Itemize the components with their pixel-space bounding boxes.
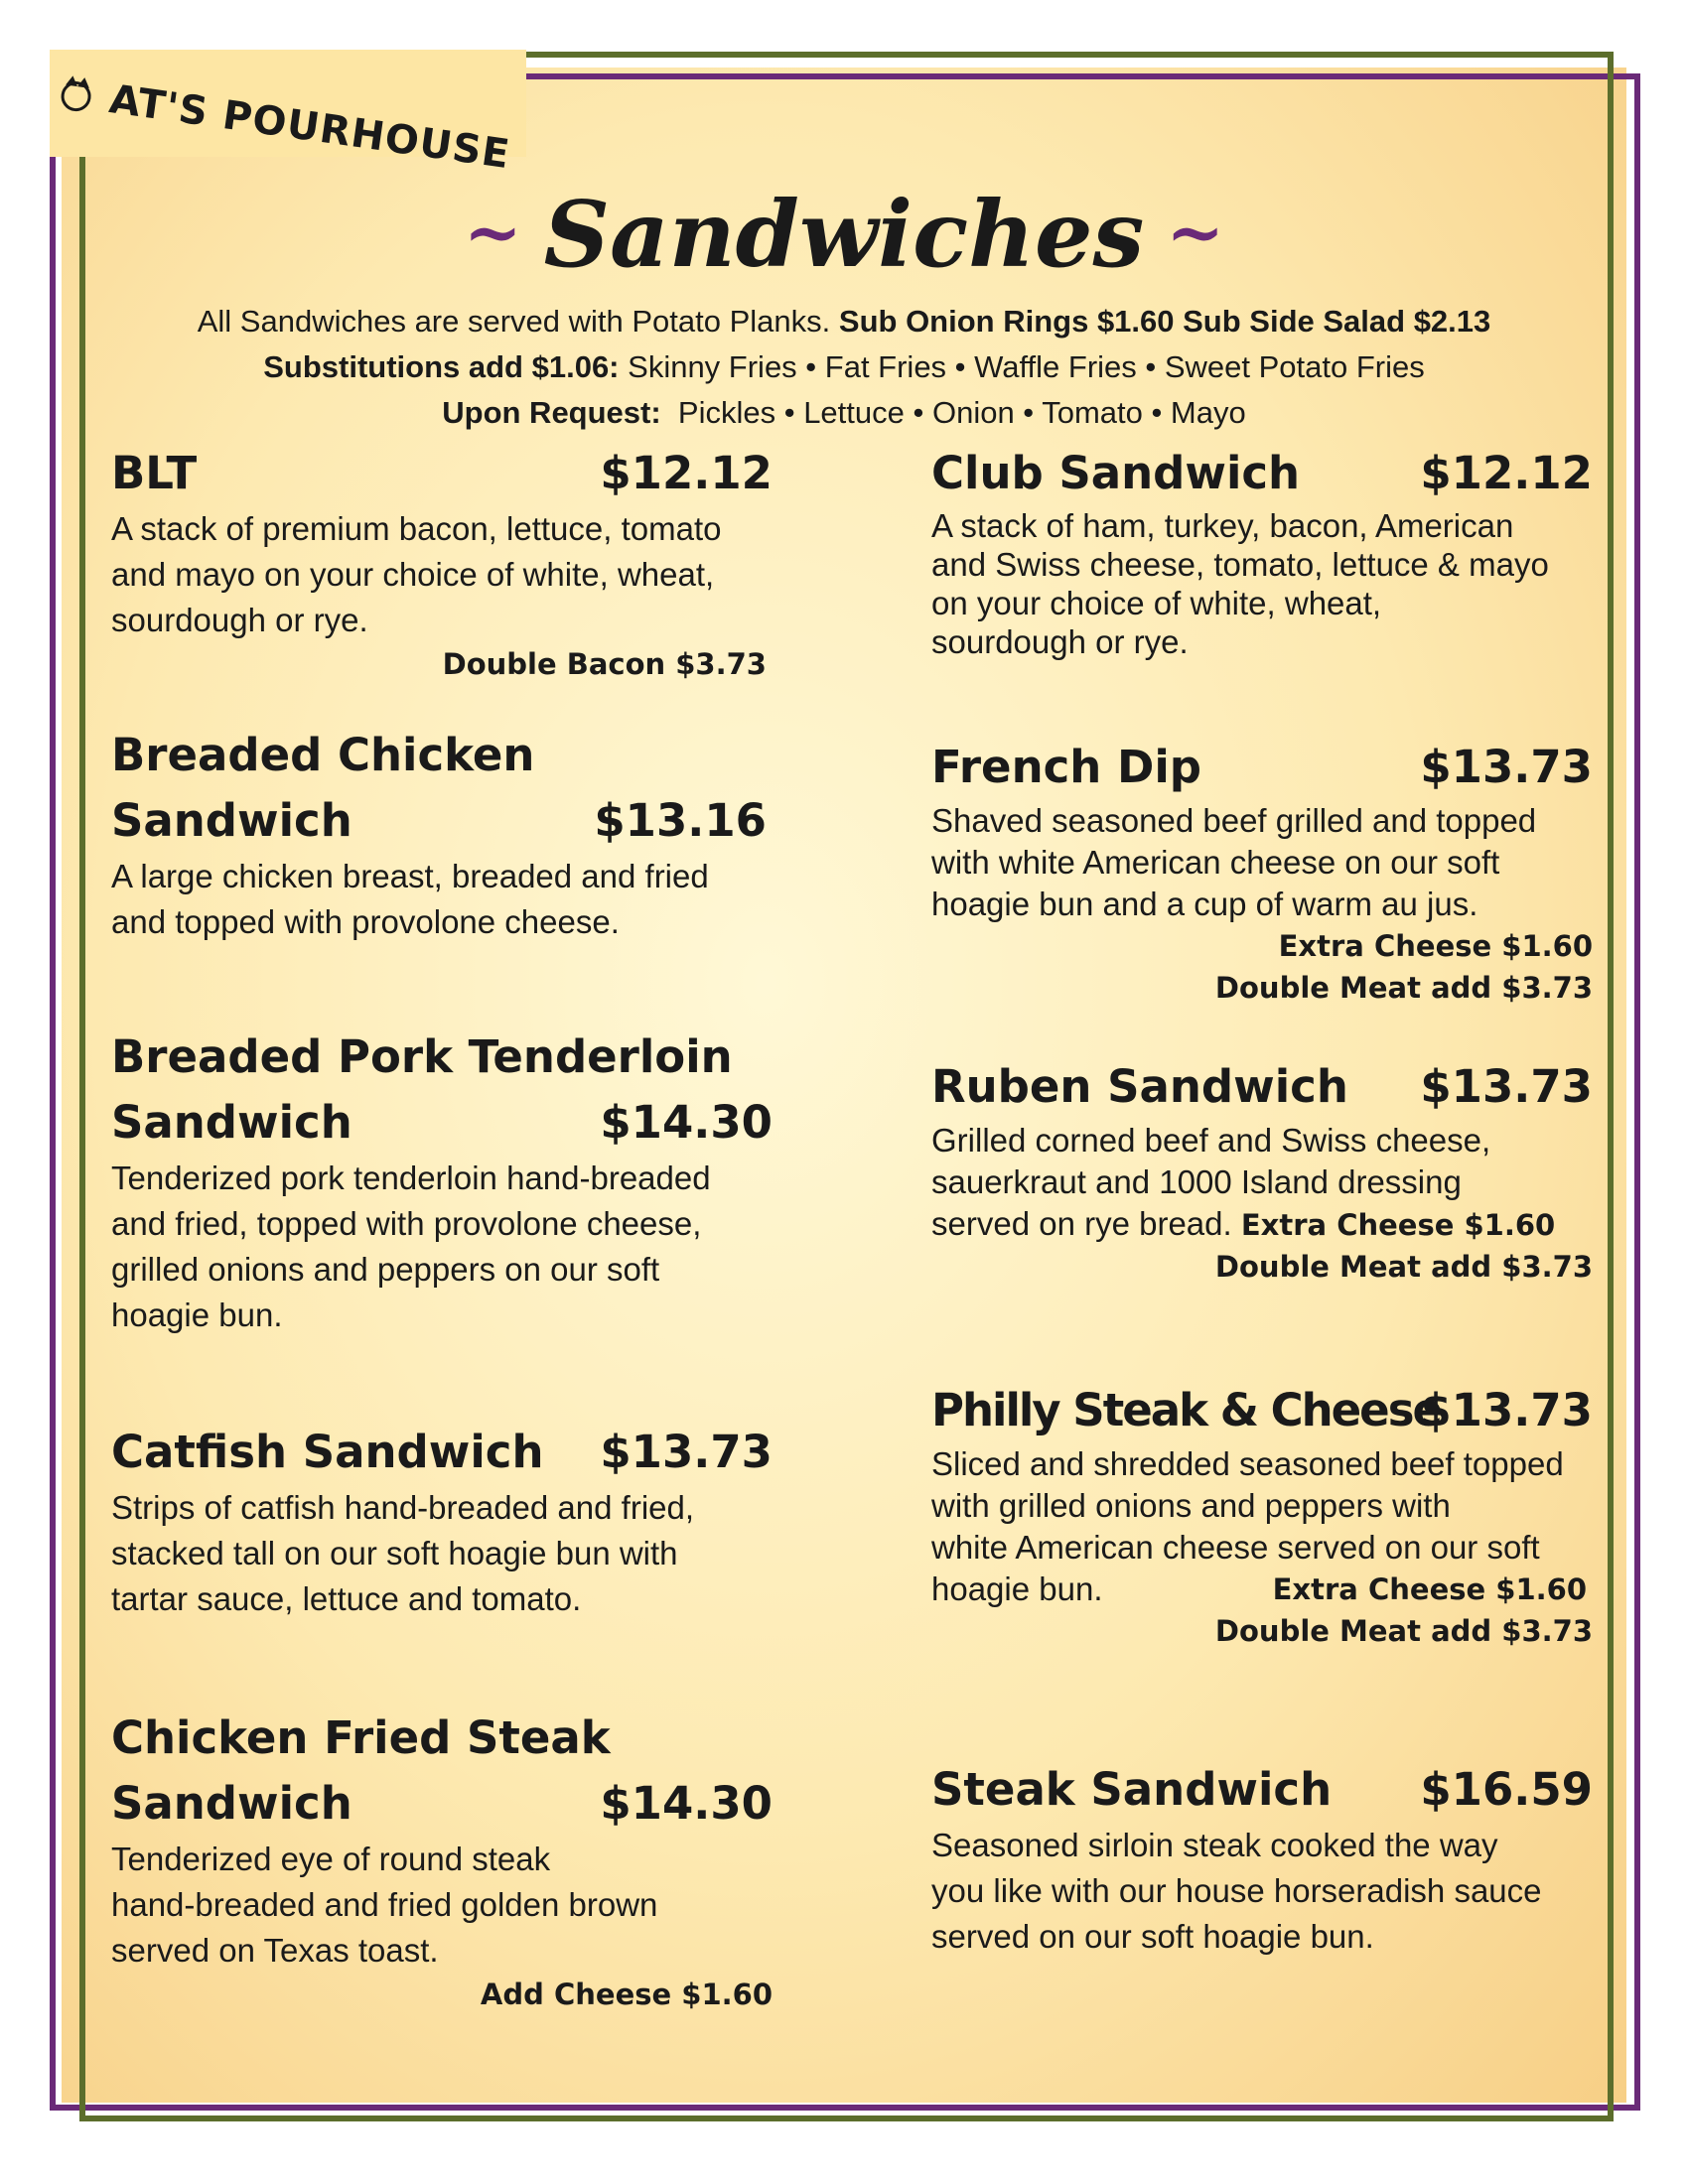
intro-substitutions: Substitutions add $1.06: Skinny Fries • Fat Fries • Waffle Fries • Sweet Potato Fries <box>263 349 1425 384</box>
item-extra: Double Bacon $3.73 <box>442 647 767 681</box>
item-description: Sliced and shredded seasoned beef topped with grilled onions and peppers with white American cheese served on our soft hoagie bun. Extra Cheese $1.60 <box>931 1443 1593 1610</box>
menu-item-french-dip <box>931 735 1593 1009</box>
item-price: $14.30 <box>600 1777 773 1830</box>
menu-item-catfish <box>111 1420 773 1622</box>
item-price: $13.73 <box>600 1426 773 1478</box>
menu-item-philly <box>931 1378 1593 1652</box>
item-price: $12.12 <box>1420 447 1593 499</box>
page-title: ~ Sandwiches ~ <box>464 181 1224 288</box>
item-name: Chicken Fried Steak <box>111 1711 611 1764</box>
item-description: Seasoned sirloin steak cooked the way you like with our house horseradish sauce served on our soft hoagie bun. <box>931 1827 1542 1955</box>
item-description: Strips of catfish hand-breaded and fried, stacked tall on our soft hoagie bun with tartar sauce, lettuce and tomato. <box>111 1489 695 1617</box>
item-extra: Double Meat add $3.73 <box>1214 971 1593 1005</box>
item-name: BLT <box>111 447 198 499</box>
intro-upon-request: Upon Request: Pickles • Lettuce • Onion • Tomato • Mayo <box>442 395 1246 430</box>
menu-item-breaded-chicken <box>111 723 773 945</box>
item-extra: Double Meat add $3.73 <box>1214 1250 1593 1284</box>
item-description: Grilled corned beef and Swiss cheese, sauerkraut and 1000 Island dressing served on rye bread. Extra Cheese $1.60 <box>931 1122 1556 1242</box>
item-price: $16.59 <box>1420 1763 1593 1816</box>
menu-item-chicken-fried-steak <box>111 1706 773 2015</box>
logo-wordmark: AT'S POURHOUSE <box>106 76 513 179</box>
item-name: Sandwich <box>111 1777 352 1830</box>
intro-sides: All Sandwiches are served with Potato Planks. Sub Onion Rings $1.60 Sub Side Salad $2.13 <box>197 304 1491 339</box>
item-name: Club Sandwich <box>931 447 1301 499</box>
item-extra: Add Cheese $1.60 <box>480 1978 773 2011</box>
item-name: Breaded Chicken <box>111 729 535 781</box>
menu-item-blt <box>111 441 773 685</box>
item-name: Breaded Pork Tenderloin <box>111 1030 733 1083</box>
item-price: $13.16 <box>594 794 767 847</box>
item-name: Philly Steak & Cheese <box>931 1384 1442 1436</box>
menu-item-pork-tenderloin <box>111 1024 773 1338</box>
item-price: $14.30 <box>600 1096 773 1149</box>
item-extra: Extra Cheese $1.60 <box>1240 1208 1556 1242</box>
item-description: Tenderized pork tenderloin hand-breaded and fried, topped with provolone cheese, grilled onions and peppers on our soft hoagie bun. <box>111 1160 711 1333</box>
item-extra: Extra Cheese $1.60 <box>1272 1572 1587 1606</box>
item-description: A stack of ham, turkey, bacon, American and Swiss cheese, tomato, lettuce & mayo on your choice of white, wheat, sourdough or rye. <box>931 507 1549 660</box>
item-description: Tenderized eye of round steak hand-breaded and fried golden brown served on Texas toast. <box>111 1841 658 1969</box>
item-description: A stack of premium bacon, lettuce, tomato and mayo on your choice of white, wheat, sourdough or rye. <box>111 510 722 638</box>
item-price: $13.73 <box>1420 1384 1593 1436</box>
cat-face-icon <box>60 79 93 113</box>
item-description: Shaved seasoned beef grilled and topped with white American cheese on our soft hoagie bun and a cup of warm au jus. <box>931 802 1537 922</box>
item-price: $13.73 <box>1420 741 1593 793</box>
item-extra: Double Meat add $3.73 <box>1214 1614 1593 1648</box>
item-extra: Extra Cheese $1.60 <box>1278 929 1593 963</box>
item-name: Sandwich <box>111 794 352 847</box>
item-price: $12.12 <box>600 447 773 499</box>
menu-item-club <box>931 441 1593 661</box>
item-name: Ruben Sandwich <box>931 1060 1348 1113</box>
item-name: French Dip <box>931 741 1201 793</box>
menu-item-steak <box>931 1757 1593 1960</box>
menu-item-ruben <box>931 1054 1593 1288</box>
item-price: $13.73 <box>1420 1060 1593 1113</box>
item-name: Sandwich <box>111 1096 352 1149</box>
item-description: A large chicken breast, breaded and fried and topped with provolone cheese. <box>111 858 709 940</box>
item-name: Catfish Sandwich <box>111 1426 544 1478</box>
item-name: Steak Sandwich <box>931 1763 1333 1816</box>
